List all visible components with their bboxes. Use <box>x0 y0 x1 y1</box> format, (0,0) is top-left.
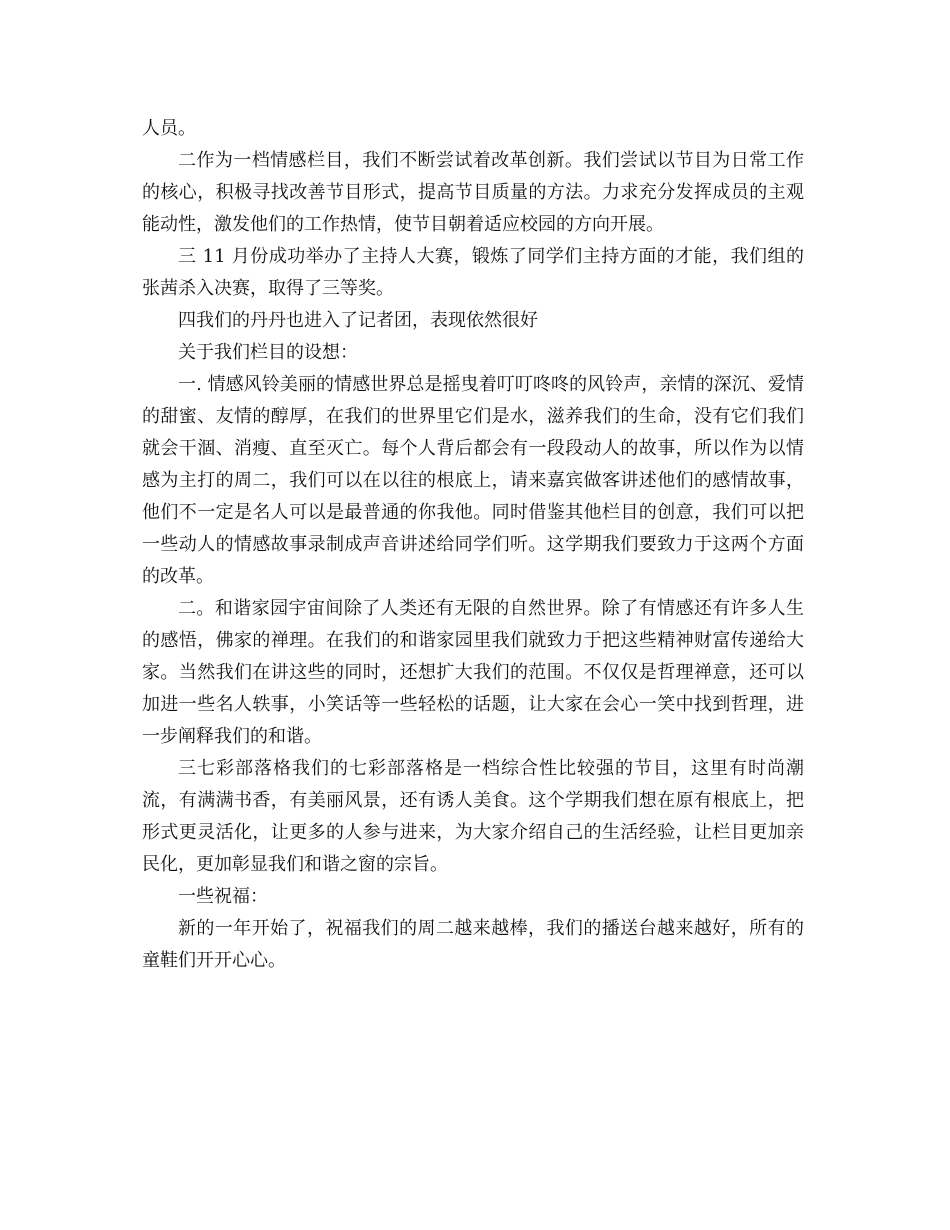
paragraph-continuation: 人员。 <box>142 118 196 139</box>
paragraph-new-year-wishes: 新的一年开始了，祝福我们的周二越来越棒，我们的播送台越来越好，所有的童鞋们开开心心。 <box>142 918 804 971</box>
section-heading-blessings: 一些祝福： <box>178 886 268 907</box>
paragraph-harmony-home: 二。和谐家园宇宙间除了人类还有无限的自然世界。除了有情感还有许多人生的感悟，佛家的禅理。在我们的和谐家园里我们就致力于把这些精神财富传递给大家。当然我们在讲这些的同时，还想扩大我们的范围。不仅仅是哲理禅意，还可以加进一些名人轶事，小笑话等一些轻松的话题，让大家在会心一笑中找到哲理，进一步阐释我们的和谐。 <box>142 598 804 747</box>
paragraph-reporter-group: 四我们的丹丹也进入了记者团，表现依然很好 <box>178 310 538 331</box>
paragraph-colorful-tribe: 三七彩部落格我们的七彩部落格是一档综合性比较强的节目，这里有时尚潮流，有满满书香，有美丽风景，还有诱人美食。这个学期我们想在原有根底上，把形式更灵活化，让更多的人参与进来，为大家介绍自己的生活经验，让栏目更加亲民化，更加彰显我们和谐之窗的宗旨。 <box>142 758 804 875</box>
section-heading-column-plans: 关于我们栏目的设想： <box>178 342 358 363</box>
paragraph-column-innovation: 二作为一档情感栏目，我们不断尝试着改革创新。我们尝试以节目为日常工作的核心，积极寻找改善节目形式，提高节目质量的方法。力求充分发挥成员的主观能动性，激发他们的工作热情，使节目朝着适应校园的方向开展。 <box>142 150 804 235</box>
paragraph-emotion-windchime: 一. 情感风铃美丽的情感世界总是摇曳着叮叮咚咚的风铃声，亲情的深沉、爱情的甜蜜、友情的醇厚，在我们的世界里它们是水，滋养我们的生命，没有它们我们就会干涸、消瘦、直至灭亡。每个人背后都会有一段段动人的故事，所以作为以情感为主打的周二，我们可以在以往的根底上，请来嘉宾做客讲述他们的感情故事，他们不一定是名人可以是最普通的你我他。同时借鉴其他栏目的创意，我们可以把一些动人的情感故事录制成声音讲述给同学们听。这学期我们要致力于这两个方面的改革。 <box>142 374 804 587</box>
paragraph-host-contest: 三 11 月份成功举办了主持人大赛，锻炼了同学们主持方面的才能，我们组的张茜杀入决赛，取得了三等奖。 <box>142 246 804 299</box>
document-body <box>142 113 804 977</box>
